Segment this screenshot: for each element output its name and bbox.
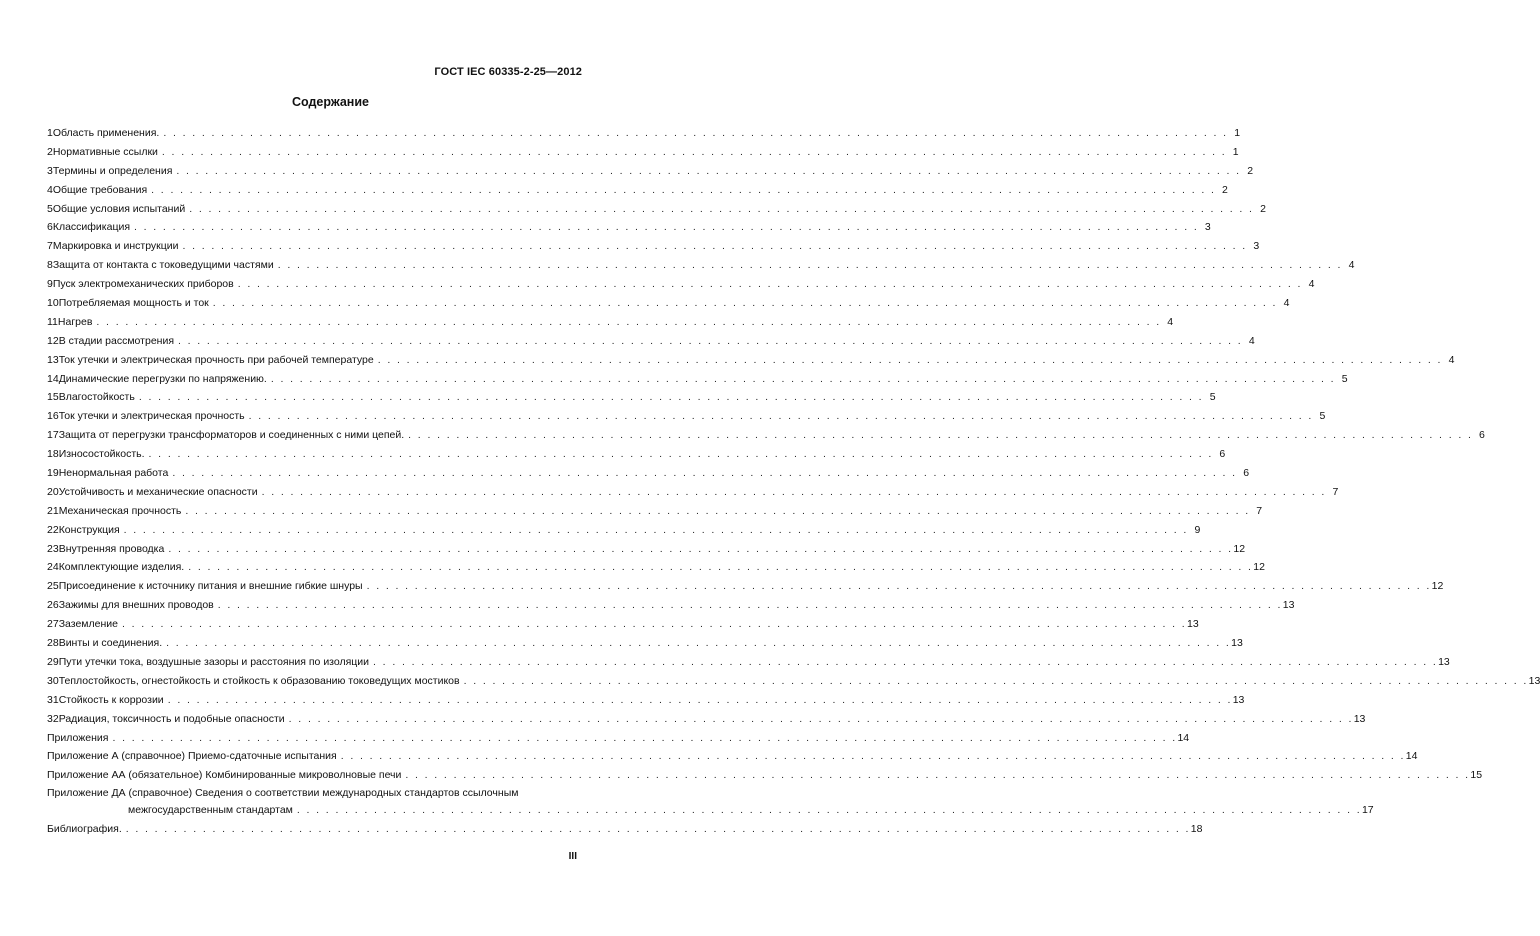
toc-entry-title: Конструкция — [58, 523, 120, 536]
toc-entry-number: 11 — [47, 315, 58, 328]
toc-entry-number: 17 — [47, 429, 59, 442]
toc-entry-title: Область применения. — [52, 127, 160, 139]
toc-entry[interactable] — [47, 237, 1260, 256]
toc-entry-page: 6 — [1243, 467, 1250, 480]
toc-entry-number: 19 — [47, 467, 59, 480]
toc-entry[interactable] — [47, 370, 1348, 389]
toc-leader-dots — [337, 747, 1406, 766]
toc-entry[interactable] — [47, 766, 1483, 785]
toc-entry-page: 14 — [1177, 731, 1190, 744]
toc-entry-title: Зажимы для внешних проводов — [58, 599, 214, 612]
toc-leader-dots — [460, 672, 1529, 691]
toc-leader-dots — [209, 294, 1278, 313]
toc-entry-number: 8 — [47, 259, 53, 272]
toc-leader-dots — [214, 596, 1283, 615]
toc-entry[interactable] — [47, 124, 1241, 143]
toc-entry-page: 2 — [1260, 202, 1266, 215]
toc-leader-dots — [92, 313, 1161, 332]
toc-entry-page: 6 — [1479, 429, 1485, 442]
table-of-contents — [47, 124, 1540, 839]
toc-leader-dots — [184, 558, 1253, 577]
toc-leader-dots — [159, 124, 1228, 143]
toc-entry-page: 13 — [1232, 693, 1245, 706]
toc-entry[interactable] — [47, 672, 1540, 691]
toc-entry-page: 13 — [1282, 599, 1295, 612]
toc-entry-number: 32 — [47, 712, 59, 725]
toc-entry-page: 12 — [1253, 561, 1265, 574]
toc-entry-title: Нагрев — [57, 315, 93, 328]
toc-leader-dots — [285, 710, 1354, 729]
toc-leader-dots — [363, 577, 1432, 596]
toc-entry-number: 18 — [47, 448, 59, 461]
toc-entry-title: Защита от перегрузки трансформаторов и соединенных с ними цепей. — [58, 429, 405, 442]
toc-entry-title: Приложения — [47, 731, 109, 744]
toc-entry-appendix-da[interactable] — [47, 785, 1374, 820]
toc-entry-number: 27 — [47, 618, 59, 631]
toc-entry-title: Внутренняя проводка — [58, 542, 165, 555]
toc-entry[interactable] — [47, 653, 1450, 672]
toc-entry[interactable] — [47, 218, 1211, 237]
toc-entry-page: 13 — [1353, 712, 1366, 725]
toc-entry-page: 5 — [1209, 391, 1216, 404]
toc-entry-page: 1 — [1234, 127, 1241, 139]
toc-leader-dots — [293, 801, 1362, 820]
toc-entry-number: 4 — [47, 183, 53, 196]
toc-leader-dots — [108, 729, 1177, 748]
toc-entry-number: 12 — [47, 334, 59, 347]
toc-entry-page: 3 — [1253, 240, 1260, 253]
toc-entry[interactable] — [47, 577, 1444, 596]
toc-entry-number: 24 — [47, 561, 59, 574]
toc-leader-dots — [404, 426, 1473, 445]
toc-entry-number: 16 — [47, 410, 59, 423]
toc-leader-dots — [158, 143, 1227, 162]
toc-entry-number: 20 — [47, 485, 59, 498]
toc-leader-dots — [147, 181, 1216, 200]
toc-leader-dots — [267, 370, 1336, 389]
toc-leader-dots — [181, 502, 1250, 521]
toc-entry-page: 4 — [1283, 297, 1290, 310]
toc-entry-number: 7 — [47, 240, 53, 253]
toc-entry-number: 25 — [47, 580, 59, 593]
toc-leader-dots — [118, 615, 1187, 634]
toc-entry[interactable] — [47, 181, 1228, 200]
toc-entry[interactable] — [47, 275, 1315, 294]
toc-leader-dots — [162, 634, 1231, 653]
toc-entry-title: Пути утечки тока, воздушные зазоры и расстояния по изоляции — [58, 655, 370, 668]
toc-entry[interactable] — [47, 540, 1246, 559]
toc-leader-dots — [135, 388, 1204, 407]
toc-entry-title: Нормативные ссылки — [52, 145, 158, 158]
toc-entry-title: Защита от контакта с токоведущими частями — [52, 259, 274, 272]
toc-entry-number: 29 — [47, 655, 59, 668]
toc-entry-page: 6 — [1219, 448, 1226, 461]
toc-entry-page: 4 — [1348, 259, 1355, 272]
toc-entry-page: 7 — [1256, 504, 1263, 517]
toc-entry-number: 21 — [47, 504, 59, 517]
toc-entry-title: Динамические перегрузки по напряжению. — [58, 372, 267, 385]
toc-entry[interactable] — [47, 710, 1366, 729]
toc-entry-page: 12 — [1233, 542, 1246, 555]
toc-entry[interactable] — [47, 351, 1455, 370]
toc-entry-number: 9 — [47, 278, 53, 291]
toc-leader-dots — [164, 540, 1233, 559]
toc-leader-dots — [258, 483, 1327, 502]
toc-entry-title: Классификация — [52, 221, 131, 234]
toc-entry-title: Библиография. — [47, 823, 122, 836]
toc-leader-dots — [245, 407, 1314, 426]
toc-entry-title: Винты и соединения. — [58, 637, 163, 650]
toc-leader-dots — [234, 275, 1303, 294]
toc-entry-title: Ток утечки и электрическая прочность — [58, 410, 245, 423]
toc-entry-title: Устойчивость и механические опасности — [58, 485, 258, 498]
toc-entry[interactable] — [47, 143, 1239, 162]
toc-leader-dots — [185, 200, 1254, 219]
toc-leader-dots — [145, 445, 1214, 464]
toc-entry[interactable] — [47, 332, 1255, 351]
toc-entry-number: 10 — [47, 297, 59, 310]
toc-entry-number: 22 — [47, 523, 59, 536]
toc-leader-dots — [274, 256, 1343, 275]
toc-entry-number: 3 — [47, 164, 53, 177]
toc-entry[interactable] — [47, 162, 1254, 181]
toc-entry-number: 30 — [47, 674, 59, 687]
toc-entry-title: Пуск электромеханических приборов — [52, 278, 234, 291]
toc-entry-title: Механическая прочность — [58, 504, 182, 517]
toc-entry[interactable] — [47, 747, 1418, 766]
toc-entry-title: Присоединение к источнику питания и внешние гибкие шнуры — [58, 580, 363, 593]
page-number: III — [568, 851, 577, 862]
toc-entry-page: 7 — [1332, 485, 1339, 498]
toc-leader-dots — [374, 351, 1443, 370]
toc-entry[interactable] — [47, 615, 1199, 634]
toc-entry-page: 3 — [1204, 221, 1211, 234]
toc-entry-title: Ненормальная работа — [58, 467, 169, 480]
toc-entry[interactable] — [47, 634, 1243, 653]
toc-entry-title: Стойкость к коррозии — [58, 693, 164, 706]
toc-entry[interactable] — [47, 313, 1174, 332]
toc-entry[interactable] — [47, 521, 1201, 540]
toc-entry-title: Маркировка и инструкции — [52, 240, 179, 253]
toc-entry[interactable] — [47, 596, 1295, 615]
toc-entry-title-line2: межгосударственным стандартам — [128, 804, 293, 817]
toc-entry[interactable] — [47, 502, 1263, 521]
toc-entry-page: 13 — [1187, 618, 1199, 631]
toc-entry-page: 2 — [1247, 164, 1254, 177]
toc-entry-title: Приложение АА (обязательное) Комбинированные микроволновые печи — [47, 769, 402, 782]
toc-entry-title: Потребляемая мощность и ток — [58, 297, 209, 310]
toc-entry-title: Общие требования — [52, 183, 148, 196]
toc-entry-number: 13 — [47, 353, 59, 366]
toc-entry[interactable] — [47, 558, 1265, 577]
toc-entry-page: 4 — [1248, 334, 1255, 347]
toc-entry-page: 14 — [1405, 750, 1418, 763]
toc-entry-title: Радиация, токсичность и подобные опасности — [58, 712, 285, 725]
toc-entry-number: 31 — [47, 693, 59, 706]
toc-entry-title: Комплектующие изделия. — [58, 561, 185, 574]
toc-leader-dots — [401, 766, 1470, 785]
standard-designation: ГОСТ IEC 60335-2-25—2012 — [434, 66, 582, 78]
toc-entry-page: 4 — [1308, 278, 1315, 291]
toc-entry-title: Приложение А (справочное) Приемо-сдаточные испытания — [47, 750, 337, 763]
toc-entry-title: Ток утечки и электрическая прочность при рабочей температуре — [58, 353, 374, 366]
toc-entry[interactable] — [47, 407, 1326, 426]
toc-entry-number: 1 — [47, 127, 53, 139]
toc-entry-page: 13 — [1528, 674, 1540, 687]
toc-entry-number: 6 — [47, 221, 53, 234]
toc-entry[interactable] — [47, 729, 1190, 748]
toc-entry-page: 18 — [1190, 823, 1203, 836]
page-title: Содержание — [291, 95, 369, 109]
toc-entry[interactable] — [47, 256, 1355, 275]
toc-entry-page: 13 — [1231, 637, 1243, 650]
toc-entry-page: 17 — [1361, 804, 1374, 817]
toc-leader-dots — [172, 162, 1241, 181]
toc-entry-page: 2 — [1222, 183, 1228, 196]
toc-entry-number: 2 — [47, 145, 53, 158]
toc-entry-title-line1: Приложение ДА (справочное) Сведения о соответствии международных стандартов ссылочным — [47, 787, 519, 800]
toc-entry[interactable] — [47, 691, 1245, 710]
toc-entry-page: 13 — [1438, 655, 1450, 668]
toc-entry-number: 28 — [47, 637, 59, 650]
toc-leader-dots — [130, 218, 1199, 237]
toc-leader-dots — [120, 521, 1189, 540]
toc-entry-number: 5 — [47, 202, 53, 215]
toc-entry-title: Общие условия испытаний — [52, 202, 186, 215]
toc-entry-number: 14 — [47, 372, 59, 385]
toc-entry-page: 4 — [1167, 315, 1174, 328]
toc-entry-page: 12 — [1431, 580, 1444, 593]
toc-entry[interactable] — [47, 445, 1226, 464]
toc-entry-title: Термины и определения — [52, 164, 173, 177]
toc-entry-number: 15 — [47, 391, 59, 404]
toc-entry-title: Теплостойкость, огнестойкость и стойкость к образованию токоведущих мостиков — [58, 674, 460, 687]
toc-entry-title: Влагостойкость — [58, 391, 135, 404]
toc-entry[interactable] — [47, 483, 1339, 502]
toc-entry[interactable] — [47, 200, 1266, 219]
toc-entry-title: В стадии рассмотрения — [58, 334, 175, 347]
toc-leader-dots — [174, 332, 1243, 351]
toc-leader-dots — [122, 820, 1191, 839]
toc-entry-page: 9 — [1194, 523, 1201, 536]
toc-leader-dots — [168, 464, 1237, 483]
toc-entry-page: 4 — [1448, 353, 1455, 366]
toc-entry-number: 26 — [47, 599, 59, 612]
toc-entry-number: 23 — [47, 542, 59, 555]
toc-entry-page: 15 — [1470, 769, 1483, 782]
toc-entry[interactable] — [47, 388, 1216, 407]
toc-entry[interactable] — [47, 426, 1485, 445]
toc-entry[interactable] — [47, 820, 1203, 839]
toc-entry-page: 1 — [1232, 145, 1239, 158]
toc-entry[interactable] — [47, 294, 1290, 313]
toc-entry-title: Заземление — [58, 618, 118, 631]
toc-entry-page: 5 — [1319, 410, 1326, 423]
toc-entry[interactable] — [47, 464, 1250, 483]
toc-entry-page: 5 — [1341, 372, 1348, 385]
toc-leader-dots — [179, 237, 1248, 256]
toc-entry-title: Износостойкость. — [58, 448, 145, 461]
toc-leader-dots — [369, 653, 1438, 672]
toc-leader-dots — [164, 691, 1233, 710]
